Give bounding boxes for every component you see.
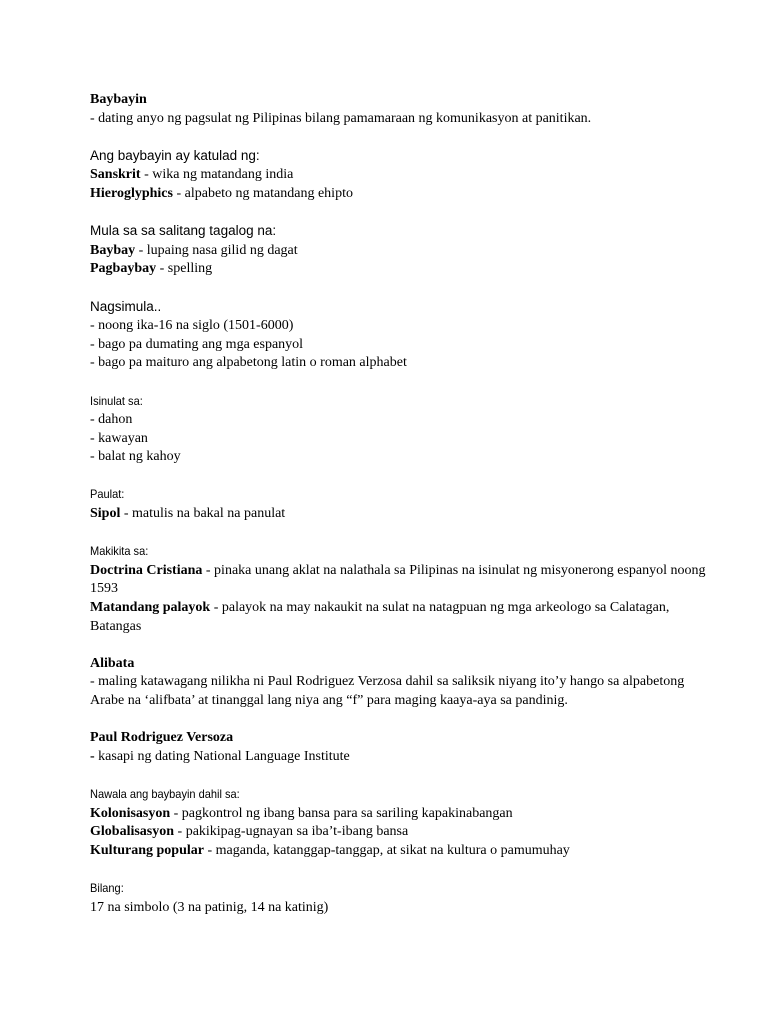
section-nagsimula [90, 298, 710, 373]
makikita-item [90, 562, 710, 599]
def-matandang-palayok: - palayok na may nakaukit na sulat na natagpuan ng mga arkeologo sa Calatagan, Batangas [90, 600, 670, 634]
term-kulturang-popular: Kulturang popular [90, 842, 204, 858]
baybayin-title: Baybayin [90, 92, 147, 107]
section-paulat [90, 485, 710, 523]
baybayin-desc: - dating anyo ng pagsulat ng Pilipinas bilang pamamaraan ng komunikasyon at panitikan. [90, 110, 592, 126]
section-nawala [90, 785, 710, 860]
isinulat-heading: Isinulat sa: [90, 393, 143, 408]
paul-title: Paul Rodriguez Versoza [90, 730, 234, 746]
term-pagbaybay: Pagbaybay [90, 261, 157, 277]
term-matandang-palayok: Matandang palayok [90, 600, 211, 616]
salita-heading: Mula sa sa salitang tagalog na: [90, 223, 277, 239]
katulad-item [90, 185, 710, 204]
section-salita [90, 222, 710, 279]
isinulat-item: - balat ng kahoy [90, 449, 181, 465]
term-hieroglyphics: Hieroglyphics [90, 185, 173, 201]
document-body [90, 91, 710, 936]
nawala-item [90, 842, 710, 861]
nagsimula-heading: Nagsimula.. [90, 298, 162, 314]
term-sipol: Sipol [90, 506, 121, 522]
alibata-desc: - maling katawagang nilikha ni Paul Rodriguez Verzosa dahil sa saliksik niyang ito’y hango sa alpabetong Arabe na ‘alifbata’ at tinanggal lang niya ang “f” para maging kaaya-aya sa pandinig. [90, 674, 685, 708]
salita-item [90, 242, 710, 261]
def-globalisasyon: - pakikipag-ugnayan sa iba’t-ibang bansa [174, 824, 409, 840]
nawala-item [90, 805, 710, 824]
paul-desc-line [90, 748, 710, 767]
nagsimula-item: - bago pa maituro ang alpabetong latin o roman alphabet [90, 355, 407, 371]
term-baybay: Baybay [90, 242, 136, 258]
def-kulturang-popular: - maganda, katanggap-tanggap, at sikat na kultura o pamumuhay [203, 842, 570, 858]
term-doctrina-cristiana: Doctrina Cristiana [90, 562, 203, 578]
term-globalisasyon: Globalisasyon [90, 824, 175, 840]
nawala-item [90, 823, 710, 842]
def-baybay: - lupaing nasa gilid ng dagat [135, 242, 298, 258]
section-isinulat [90, 392, 710, 467]
nawala-heading: Nawala ang baybayin dahil sa: [90, 786, 240, 801]
nagsimula-item: - bago pa dumating ang mga espanyol [90, 336, 304, 352]
salita-item [90, 260, 710, 279]
alibata-title: Alibata [90, 655, 135, 671]
isinulat-item: - dahon [90, 412, 133, 428]
bilang-heading: Bilang: [90, 880, 124, 895]
section-bilang [90, 879, 710, 917]
def-doctrina-cristiana: - pinaka unang aklat na nalathala sa Pilipinas na isinulat ng misyonerong espanyol noong 1593 [90, 562, 706, 597]
paul-dash: - [90, 748, 95, 764]
section-katulad [90, 147, 710, 204]
makikita-heading: Makikita sa: [90, 544, 149, 559]
paul-desc: kasapi ng dating National Language Institute [94, 748, 350, 764]
paulat-item [90, 505, 710, 524]
section-paul [90, 729, 710, 766]
term-kolonisasyon: Kolonisasyon [90, 805, 171, 821]
section-makikita [90, 542, 710, 636]
nagsimula-item: - noong ika-16 na siglo (1501-6000) [90, 318, 294, 334]
term-sanskrit: Sanskrit [90, 167, 141, 183]
katulad-item [90, 166, 710, 185]
bilang-value: 17 na simbolo (3 na patinig, 14 na katinig) [90, 899, 329, 915]
makikita-item [90, 599, 710, 636]
section-alibata [90, 655, 710, 711]
def-kolonisasyon: - pagkontrol ng ibang bansa para sa sariling kapakinabangan [170, 805, 513, 821]
def-sipol: - matulis na bakal na panulat [120, 506, 286, 522]
paulat-heading: Paulat: [90, 487, 125, 502]
def-pagbaybay: - spelling [156, 261, 213, 277]
katulad-heading: Ang baybayin ay katulad ng: [90, 147, 260, 163]
def-sanskrit: - wika ng matandang india [140, 167, 294, 183]
isinulat-item: - kawayan [90, 430, 148, 446]
def-hieroglyphics: - alpabeto ng matandang ehipto [172, 185, 353, 201]
section-baybayin [90, 91, 710, 128]
